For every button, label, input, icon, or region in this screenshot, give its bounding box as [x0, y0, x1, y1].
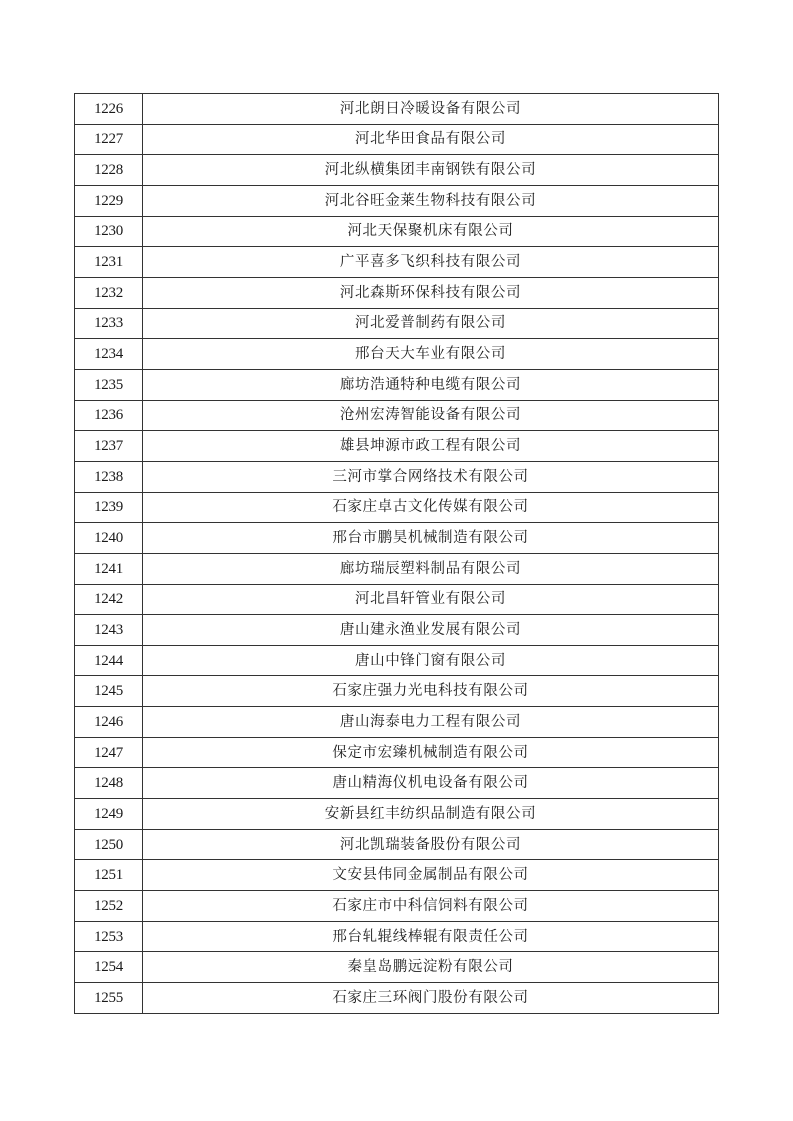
row-number: 1246 — [75, 707, 143, 738]
table-row — [75, 584, 719, 615]
company-name: 石家庄强力光电科技有限公司 — [143, 676, 719, 707]
company-name: 河北纵横集团丰南钢铁有限公司 — [143, 155, 719, 186]
company-name: 河北森斯环保科技有限公司 — [143, 277, 719, 308]
table-row — [75, 431, 719, 462]
company-name: 石家庄市中科信饲料有限公司 — [143, 891, 719, 922]
company-name: 唐山精海仪机电设备有限公司 — [143, 768, 719, 799]
company-name: 河北凯瑞装备股份有限公司 — [143, 829, 719, 860]
row-number: 1235 — [75, 369, 143, 400]
table-row — [75, 400, 719, 431]
company-name: 邢台市鹏昊机械制造有限公司 — [143, 523, 719, 554]
row-number: 1239 — [75, 492, 143, 523]
row-number: 1238 — [75, 461, 143, 492]
row-number: 1253 — [75, 921, 143, 952]
table-row — [75, 553, 719, 584]
company-name: 唐山建永渔业发展有限公司 — [143, 615, 719, 646]
company-name: 河北朗日冷暖设备有限公司 — [143, 94, 719, 125]
row-number: 1241 — [75, 553, 143, 584]
company-name: 邢台天大车业有限公司 — [143, 339, 719, 370]
company-name: 河北昌轩管业有限公司 — [143, 584, 719, 615]
table-row — [75, 247, 719, 278]
table-row — [75, 768, 719, 799]
row-number: 1254 — [75, 952, 143, 983]
row-number: 1232 — [75, 277, 143, 308]
company-name: 廊坊瑞辰塑料制品有限公司 — [143, 553, 719, 584]
row-number: 1229 — [75, 185, 143, 216]
company-name: 河北天保聚机床有限公司 — [143, 216, 719, 247]
table-row — [75, 492, 719, 523]
table-row — [75, 216, 719, 247]
table-row — [75, 369, 719, 400]
table-row — [75, 860, 719, 891]
table-row — [75, 921, 719, 952]
row-number: 1230 — [75, 216, 143, 247]
company-name: 三河市掌合网络技术有限公司 — [143, 461, 719, 492]
row-number: 1249 — [75, 799, 143, 830]
table-row — [75, 277, 719, 308]
company-name: 石家庄卓古文化传媒有限公司 — [143, 492, 719, 523]
table-row — [75, 461, 719, 492]
table-row — [75, 983, 719, 1014]
row-number: 1250 — [75, 829, 143, 860]
company-name: 沧州宏涛智能设备有限公司 — [143, 400, 719, 431]
table-row — [75, 124, 719, 155]
table-row — [75, 952, 719, 983]
table-row — [75, 339, 719, 370]
company-name: 广平喜多飞织科技有限公司 — [143, 247, 719, 278]
table-row — [75, 185, 719, 216]
row-number: 1240 — [75, 523, 143, 554]
company-name: 雄县坤源市政工程有限公司 — [143, 431, 719, 462]
company-name: 河北爱普制药有限公司 — [143, 308, 719, 339]
company-name: 唐山海泰电力工程有限公司 — [143, 707, 719, 738]
table-row — [75, 155, 719, 186]
company-name: 秦皇岛鹏远淀粉有限公司 — [143, 952, 719, 983]
row-number: 1251 — [75, 860, 143, 891]
row-number: 1236 — [75, 400, 143, 431]
company-name: 文安县伟同金属制品有限公司 — [143, 860, 719, 891]
table-body — [75, 94, 719, 1014]
table-row — [75, 94, 719, 125]
row-number: 1242 — [75, 584, 143, 615]
row-number: 1245 — [75, 676, 143, 707]
row-number: 1255 — [75, 983, 143, 1014]
table-row — [75, 615, 719, 646]
row-number: 1228 — [75, 155, 143, 186]
row-number: 1227 — [75, 124, 143, 155]
company-name: 保定市宏臻机械制造有限公司 — [143, 737, 719, 768]
table-row — [75, 645, 719, 676]
row-number: 1233 — [75, 308, 143, 339]
company-list-table — [74, 93, 719, 1014]
table-row — [75, 523, 719, 554]
row-number: 1248 — [75, 768, 143, 799]
row-number: 1244 — [75, 645, 143, 676]
table-row — [75, 308, 719, 339]
company-name: 廊坊浩通特种电缆有限公司 — [143, 369, 719, 400]
company-name: 石家庄三环阀门股份有限公司 — [143, 983, 719, 1014]
table-row — [75, 829, 719, 860]
table-row — [75, 891, 719, 922]
table-row — [75, 799, 719, 830]
row-number: 1247 — [75, 737, 143, 768]
row-number: 1237 — [75, 431, 143, 462]
row-number: 1252 — [75, 891, 143, 922]
table-row — [75, 737, 719, 768]
company-name: 唐山中锋门窗有限公司 — [143, 645, 719, 676]
row-number: 1226 — [75, 94, 143, 125]
row-number: 1243 — [75, 615, 143, 646]
table-row — [75, 676, 719, 707]
company-name: 河北谷旺金莱生物科技有限公司 — [143, 185, 719, 216]
company-name: 安新县红丰纺织品制造有限公司 — [143, 799, 719, 830]
company-name: 河北华田食品有限公司 — [143, 124, 719, 155]
row-number: 1231 — [75, 247, 143, 278]
row-number: 1234 — [75, 339, 143, 370]
table-row — [75, 707, 719, 738]
company-name: 邢台轧辊线棒辊有限责任公司 — [143, 921, 719, 952]
